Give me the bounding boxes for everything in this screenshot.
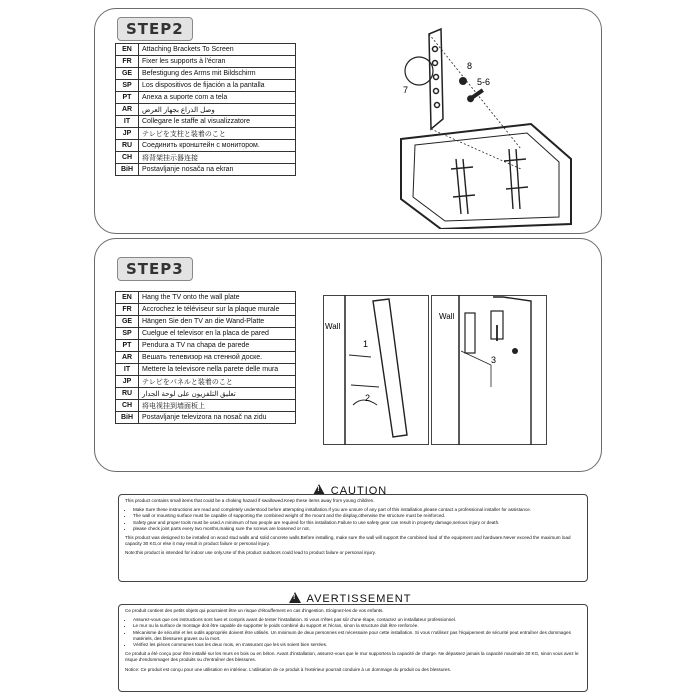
step2-panel <box>94 8 602 234</box>
language-code: CH <box>116 400 139 412</box>
language-row <box>116 292 296 304</box>
avert-capacity: Ce produit a été conçu pour être installé sur les murs en bois ou en béton. Avant d'installation, assurez-vous que le mur supportera la capacité de charge. Ne dépassez jamais la capacité maximale 30 KG, sinon vous avez le risque d'endommager des produits ou d'entraîner des blessures. <box>125 651 579 663</box>
language-text: Postavljanje televizora na nosač na zidu <box>139 412 296 424</box>
caution-list <box>125 507 581 532</box>
language-text: Befestigung des Arms mit Bildschirm <box>139 68 296 80</box>
step2-language-table <box>115 43 296 176</box>
language-code: BiH <box>116 412 139 424</box>
language-text: تعليق التلفزيون على لوحة الجدار <box>139 388 296 400</box>
caution-heading: ! CAUTION <box>0 484 700 497</box>
language-text: Hang the TV onto the wall plate <box>139 292 296 304</box>
language-row <box>116 388 296 400</box>
language-text: Вешать телевизор на стенной доске. <box>139 352 296 364</box>
language-row <box>116 364 296 376</box>
caution-bullet: • Le mur ou la surface de montage doit être capable de supporter le poids combiné du support et l'écran, sinon la structure doit être renforcée. <box>133 623 581 629</box>
language-text: Pendura a TV na chapa de parede <box>139 340 296 352</box>
language-row <box>116 304 296 316</box>
language-text: テレビを支柱と装着のこと <box>139 128 296 140</box>
language-text: Mettere la televisore nella parete delle mura <box>139 364 296 376</box>
caution-box <box>118 494 588 582</box>
label-1: 1 <box>363 339 369 349</box>
language-row <box>116 68 296 80</box>
language-text: Соединить кронштейн с монитором. <box>139 140 296 152</box>
language-row <box>116 128 296 140</box>
avert-list <box>125 617 581 648</box>
label-7: 7 <box>403 85 409 95</box>
label-3: 3 <box>491 355 497 365</box>
step2-title: STEP2 <box>117 17 193 41</box>
caution-bullet: • Safety gear and proper tools must be used.A minimum of two people are required for this installation.Failure to use safety gear can result in property damage,serious injury or death. <box>133 520 581 526</box>
language-code: AR <box>116 104 139 116</box>
caution-bullet: • please check joint parts every two months,making sure the screws are loosened or not. <box>133 526 581 532</box>
language-code: PT <box>116 340 139 352</box>
language-code: EN <box>116 292 139 304</box>
language-text: Anexa a suporte com a tela <box>139 92 296 104</box>
step3-hang-figure-1 <box>323 295 429 445</box>
language-row <box>116 56 296 68</box>
label-2: 2 <box>365 393 371 403</box>
language-code: SP <box>116 80 139 92</box>
language-row <box>116 352 296 364</box>
step3-language-table <box>115 291 296 424</box>
language-code: RU <box>116 388 139 400</box>
language-row <box>116 92 296 104</box>
step3-hang-figure-2 <box>431 295 547 445</box>
language-code: FR <box>116 56 139 68</box>
caution-intro: This product contains small items that could be a choking hazard if swallowed.Keep these items away from young children. <box>125 498 375 503</box>
language-row <box>116 164 296 176</box>
language-code: BiH <box>116 164 139 176</box>
language-text: Hängen Sie den TV an die Wand-Platte <box>139 316 296 328</box>
language-code: IT <box>116 116 139 128</box>
language-text: Fixer les supports à l'écran <box>139 56 296 68</box>
step3-panel <box>94 238 602 472</box>
language-row <box>116 412 296 424</box>
language-code: FR <box>116 304 139 316</box>
language-code: PT <box>116 92 139 104</box>
language-text: テレビをパネルと装着のこと <box>139 376 296 388</box>
language-code: GE <box>116 68 139 80</box>
language-code: CH <box>116 152 139 164</box>
language-row <box>116 400 296 412</box>
caution-bullet: • The wall or mounting surface must be capable of supporting the combined weight of the mount and the display,otherwise the structure must be reinforced. <box>133 513 581 519</box>
language-row <box>116 340 296 352</box>
label-wall-2: Wall <box>439 312 455 321</box>
language-text: 将电视挂到墙面板上 <box>139 400 296 412</box>
language-text: Postavljanje nosača na ekran <box>139 164 296 176</box>
label-5-6: 5-6 <box>477 77 491 87</box>
language-text: Cuelgue el televisor en la placa de pared <box>139 328 296 340</box>
language-row <box>116 316 296 328</box>
language-text: Los dispositivos de fijación a la pantalla <box>139 80 296 92</box>
caution-bullet: • Mécanisme de sécurité et les outils appropriés doivent être utilisés. Un minimum de deux personnes est nécessaire pour cette installation. Si vous n'utilisez pas l'équipement de sécurité peut entraîner des dommages matériels, des blessures graves ou la mort. <box>133 630 581 642</box>
language-text: 将背架挂示器连接 <box>139 152 296 164</box>
language-code: AR <box>116 352 139 364</box>
avert-box <box>118 604 588 692</box>
label-8: 8 <box>467 61 473 71</box>
language-code: JP <box>116 128 139 140</box>
step2-bracket-figure <box>391 19 591 229</box>
avert-heading: ! AVERTISSEMENT <box>0 592 700 605</box>
caution-note: Note:this product is intended for indoor use only.Use of this product outdoors could lead to product failure or personal injury. <box>125 550 376 556</box>
language-text: Attaching Brackets To Screen <box>139 44 296 56</box>
language-text: Collegare le staffe al visualizzatore <box>139 116 296 128</box>
step3-title: STEP3 <box>117 257 193 281</box>
language-row <box>116 328 296 340</box>
language-row <box>116 104 296 116</box>
avert-note: Notice: Ce produit est conçu pour une utilisation en intérieur. L'utilisation de ce produit à l'extérieur pourrait conduire à un dommage du produit ou des blessures. <box>125 666 452 672</box>
avert-intro: Ce produit contient des petits objets qui pourraient être un risque d'étouffement en cas d'ingestion. Eloignez-les de vos enfants. <box>125 608 384 613</box>
language-code: SP <box>116 328 139 340</box>
caution-bullet: • Make Sure these instructions are read and completely understood before attempting installation.If you are unsure of any part of this installation,please contact a professional installer for assistance. <box>133 507 581 513</box>
language-row <box>116 152 296 164</box>
language-code: JP <box>116 376 139 388</box>
language-row <box>116 376 296 388</box>
language-row <box>116 44 296 56</box>
label-wall-1: Wall <box>325 322 341 331</box>
language-row <box>116 116 296 128</box>
language-code: IT <box>116 364 139 376</box>
warning-icon: ! <box>313 484 325 495</box>
language-row <box>116 80 296 92</box>
language-text: وصل الذراع بجهاز العرض <box>139 104 296 116</box>
language-code: RU <box>116 140 139 152</box>
language-code: EN <box>116 44 139 56</box>
language-code: GE <box>116 316 139 328</box>
language-text: Accrochez le téléviseur sur la plaque murale <box>139 304 296 316</box>
caution-bullet: • Vérifiez les pièces communes tous les deux mois, en s'assurant que les vis soient bien serrées. <box>133 642 581 648</box>
language-row <box>116 140 296 152</box>
caution-bullet: • Assurez-vous que ces instructions sont lues et compris avant de tenter l'installation. Si vous n'êtes pas sûr d'une étape, contactez un installateur professionnel. <box>133 617 581 623</box>
warning-icon: ! <box>289 592 301 603</box>
caution-capacity: This product was designed to be installed on wood stud walls and solid concrete walls.Before installing, make sure the wall will support the combined load of the equipment and hardware.Never exceed the maximum load capacity 30 KG,or else it may result in product failure or personal injury. <box>125 535 571 547</box>
